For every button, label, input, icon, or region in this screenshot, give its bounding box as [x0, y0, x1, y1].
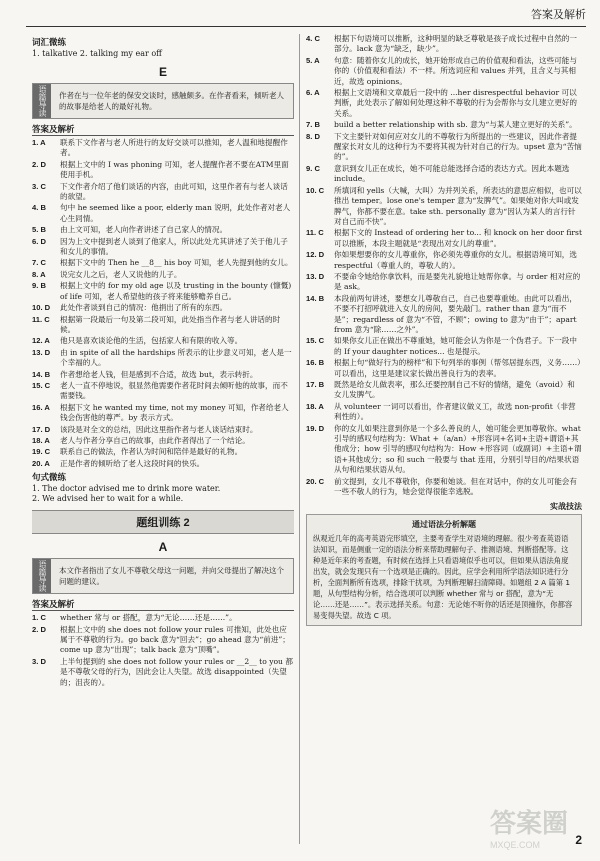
answer-item [306, 186, 582, 228]
answer-explanation: 根据上文中的 I was phoning 可知，老人提醒作者不要在ATM里面使用手机。 [60, 159, 289, 180]
answer-number: 2. D [32, 624, 46, 634]
answer-explanation: 正是作者的倾听给了老人这段时间的快乐。 [60, 458, 205, 468]
practice-text: 纵观近几年的高考英语完形填空，主要考查学生对语境的理解。很少考查英语语法知识，而是侧重一定的语法分析来帮助理解句子、推测语境、判断搭配等。这种是近年来的考查题，有时候在选择上只看语境似乎也可以，但如果从语法角度出发，就会发现只有一个选项是正确的。因此，应学会利用所学语法知识进行分析，全面判断所有选项，排除干扰项，为判断理解扫清障碍。如题组 2 A 篇第 1 题，从句型结构分析，结合选项可以判断 whether 常与 or 搭配，意为“无论……还是……”。表示选择关系。句意：无论她不听你的话还是顶撞你，你都容易变得失望。故选 C 项。 [313, 534, 573, 621]
answer-explanation: 你如果想要你的女儿尊重你，你必须先尊重你的女儿。根据语境可知，选 respectful（尊重人的，尊敬人的）。 [334, 250, 577, 270]
answer-item [306, 336, 582, 357]
section-letter: E [158, 65, 167, 79]
answer-item [306, 358, 582, 379]
answer-number: 12. A [32, 336, 50, 346]
answer-item [32, 425, 294, 435]
answer-number: 15. C [306, 336, 325, 346]
sentence-practice-title: 句式微练 [32, 472, 67, 483]
sentence-1: 1. The doctor advised me to drink more water. [32, 484, 221, 494]
group-training-title: 题组训练 2 [32, 510, 294, 534]
answer-number: 8. A [32, 269, 46, 279]
page-number: 2 [575, 833, 582, 847]
answer-number: 20. A [32, 458, 50, 468]
answer-item [32, 336, 294, 346]
answers-title-2: 答案及解析 [32, 598, 294, 611]
watermark-logo [490, 803, 580, 853]
answers-title: 答案及解析 [32, 123, 294, 136]
reading-guide-text: 作者在与一位年老的保安交谈时，感触颇多。在作者看来，倾听老人的故事是给老人的最好礼物。 [59, 91, 284, 111]
answer-explanation: 根据下文的 Instead of ordering her to... 和 knock on her door first 可以推断，本段主题就是“表现出对女儿的尊重”。 [334, 228, 583, 248]
answer-explanation: 根据下句语境可以推断，这种明显的缺乏尊敬是孩子成长过程中自然的一部分。lack 意为“缺乏，缺少”。 [334, 34, 577, 54]
answer-explanation: 本段前两句讲述，要想女儿尊敬自己，自己也要尊重她。由此可以看出，不要不打招呼就进入女儿的房间，要先敲门。rather than 意为“而不是”；regardless of 意为“不管，不顾”；owing to 意为“由于”；apart from 意为“除……之外”。 [334, 293, 577, 334]
answer-item [306, 402, 582, 423]
answer-number: 5. A [306, 55, 320, 65]
answer-item [32, 315, 294, 336]
answer-number: 7. C [32, 258, 46, 268]
answer-number: 19. D [306, 423, 325, 433]
answer-number: 11. C [306, 228, 324, 238]
answer-number: 2. D [32, 159, 46, 169]
answer-number: 15. C [32, 380, 51, 390]
answer-item [32, 370, 294, 380]
answer-explanation: 他只是喜欢谈论他的生活，包括家人和有限的收入等。 [60, 336, 243, 346]
answer-explanation: 由上文可知，老人向作者讲述了自己家人的情况。 [60, 225, 228, 235]
answer-explanation: whether 常与 or 搭配，意为“无论……还是……”。 [60, 613, 237, 623]
practice-label: 实战技法 [550, 502, 582, 512]
answer-explanation: 既然是给女儿做表率，那么还要控制自己不好的情绪，避免（avoid）和女儿发脾气。 [334, 380, 575, 400]
answer-number: 14. B [306, 293, 325, 303]
answer-number: 16. B [306, 358, 325, 368]
answer-number: 14. B [32, 369, 51, 379]
answer-number: 19. C [32, 447, 51, 457]
reading-guide-box-2 [32, 558, 294, 594]
answer-item [306, 132, 582, 163]
answer-explanation: 根据上文中的 for my old age 以及 trusting in the bounty (慷慨) of life 可知，老人希望他的孩子将来能够赡养自己。 [60, 281, 292, 301]
answer-item [32, 447, 294, 457]
answer-item [32, 258, 294, 268]
answer-explanation: 所填词和 yells（大喊，大叫）为并列关系，所表达的意思应相似，也可以推出 temper。lose one's temper 意为“发脾气”。如果她对你大叫或发脾气，你都不要在意。take sth. personally 意为“因认为某人的言行针对自己而不快”。 [334, 185, 582, 226]
answer-explanation: 你的女儿如果注意到你是一个多么善良的人，她可能会更加尊敬你。what 引导的感叹句结构为：What +（a/an）+形容词+名词+主语+谓语+其他成分；how 引导的感叹句结构为：How +形容词（或副词）+主语+谓语+其他成分；so 和 such 一般要与 that 连用，分别引导目的/结果状语从句和结果状语从句。 [334, 423, 582, 475]
answer-item [32, 403, 294, 424]
answer-item [32, 613, 294, 623]
answer-explanation: 前文提到，女儿不尊敬你，你要和她谈。但在对话中，你的女儿可能会有一些不敬人的行为，她会觉得很能幸逃脱。 [334, 476, 577, 497]
answer-item [306, 120, 582, 130]
answer-explanation: 下文主要针对如何应对女儿的不尊敬行为所提出的一些建议，因此作者提醒家长对女儿的这种行为不要将其视为针对自己的行为。upset 意为“苦恼的”。 [334, 131, 582, 162]
answer-number: 17. D [32, 424, 51, 434]
answer-number: 5. B [32, 225, 46, 235]
answer-item [32, 348, 294, 369]
answer-number: 13. D [306, 271, 325, 281]
practice-title: 通过语法分析解题 [412, 520, 476, 530]
answer-item [32, 625, 294, 656]
answer-item [306, 294, 582, 336]
answer-explanation: 该段是对全文的总结，因此这里指作者与老人谈话结束时。 [60, 424, 258, 434]
answer-item [306, 272, 582, 293]
page-header: 答案及解析 [531, 9, 586, 21]
answer-explanation: 如果你女儿正在做出不尊重她，她可能会认为你是一个伪君子。下一段中的 If your daughter notices... 也是提示。 [334, 336, 577, 356]
answer-explanation: build a better relationship with sb. 意为“与某人建立更好的关系”。 [334, 120, 577, 130]
answer-number: 11. C [32, 314, 50, 324]
answer-item [32, 270, 294, 280]
answer-number: 16. A [32, 402, 50, 412]
reading-guide-tag-2: 语篇导读 [33, 559, 51, 593]
answer-item [32, 459, 294, 469]
answer-explanation: 老人一直不停地说，很显然他需要作者花时间去倾听他的故事，而不需要钱。 [60, 380, 288, 401]
answer-explanation: 联系自己的做法，作者认为时间和陪伴是最好的礼物。 [60, 447, 243, 457]
answer-explanation: 句意：随着你女儿的成长，她开始形成自己的价值观和看法，这些可能与你的（价值观和看法）不一样。所选词应和 values 并列，且含义与其相近，故选 opinions。 [334, 55, 577, 86]
answer-item [32, 138, 294, 159]
answer-explanation: 不要命令她给你拿饮料，而是要先礼貌地让她帮你拿。与 order 相对应的是 ask。 [334, 271, 581, 292]
answer-number: 8. D [306, 131, 320, 141]
answer-item [306, 250, 582, 271]
answer-number: 10. C [306, 185, 325, 195]
answer-explanation: 根据下文 he wanted my time, not my money 可知，作者给老人钱会伤害他的尊严。by 表示方式。 [60, 402, 289, 423]
answer-number: 20. C [306, 476, 325, 486]
answer-explanation: 联系下文作者与老人所进行的友好交谈可以推知，老人温和地提醒作者。 [60, 138, 288, 158]
answer-item [306, 477, 582, 498]
answer-item [32, 160, 294, 181]
answer-number: 4. C [306, 34, 320, 43]
answer-number: 18. A [32, 435, 50, 445]
answer-number: 1. A [32, 138, 46, 147]
answer-number: 3. D [32, 656, 46, 666]
answer-number: 7. B [306, 120, 320, 130]
reading-guide-tag: 语篇导读 [33, 84, 51, 118]
answer-item [306, 228, 582, 249]
answer-item [306, 164, 582, 185]
answer-item [32, 281, 294, 302]
reading-guide-text-2: 本文作者指出了女儿不尊敬父母这一问题，并向父母提出了解决这个问题的建议。 [59, 566, 284, 587]
vocab-title: 词汇微练 [32, 37, 67, 47]
left-column [32, 34, 294, 689]
answer-explanation: 由 in spite of all the hardships 所表示的让步意义可知，老人是一个幸福的人。 [60, 347, 292, 368]
answer-item [32, 381, 294, 402]
answer-item [306, 88, 582, 119]
practice-box [306, 514, 582, 626]
answer-number: 4. B [32, 203, 46, 213]
answer-explanation: 意识到女儿正在成长，她不可能总能选择合适的表达方式。因此本题选 include。 [334, 163, 570, 184]
answer-explanation: 上半句提到的 she does not follow your rules or __2__ to you 都是不尊敬父母的行为，因此会让人失望。故选 disappointed（失望的；沮丧的）。 [60, 656, 293, 687]
watermark-line1: 答案圈 [490, 809, 569, 839]
answer-explanation: 根据上文中的 she does not follow your rules 可推知，此处也应属于不尊敬的行为。go back 意为“回去”；go ahead 意为“前进”；come up 意为“出现”；talk back 意为“顶嘴”。 [60, 624, 290, 655]
answer-list [32, 138, 294, 469]
answer-explanation: 根据第一段最后一句及第二段可知，此处指当作者与老人讲话的时候。 [60, 314, 281, 334]
answer-number: 9. C [306, 163, 320, 173]
right-column [306, 34, 582, 626]
answer-number: 18. A [306, 401, 324, 411]
reading-guide-box [32, 83, 294, 119]
answer-number: 17. B [306, 380, 325, 389]
answer-explanation: 从 volunteer 一词可以看出，作者建议做义工，故选 non-profit（非营利性的）。 [334, 401, 576, 422]
answer-number: 9. B [32, 281, 46, 291]
answer-item [306, 424, 582, 476]
answer-number: 1. C [32, 613, 46, 623]
sentence-2: 2. We advised her to wait for a while. [32, 494, 184, 504]
answer-item [32, 203, 294, 224]
answer-number: 6. D [32, 236, 46, 246]
answer-item [32, 303, 294, 313]
answer-explanation: 说完女儿之后，老人又说他的儿子。 [60, 269, 182, 279]
watermark-line2: MXQE.COM [490, 840, 541, 850]
answer-number: 13. D [32, 347, 51, 357]
answer-item [306, 56, 582, 87]
answer-item [306, 34, 582, 55]
column-divider [299, 34, 300, 844]
answer-explanation: 作者想给老人钱，但是感到不合适，故选 but，表示转折。 [60, 369, 258, 379]
answer-explanation: 根据下文中的 Then he __8__ his boy 可知，老人先提到他的女儿。 [60, 258, 293, 268]
answer-item [32, 436, 294, 446]
answer-item [32, 225, 294, 235]
answer-item [32, 237, 294, 258]
answer-item [32, 182, 294, 203]
answer-number: 12. D [306, 250, 325, 260]
vocab-answers: 1. talkative 2. talking my ear off [32, 49, 162, 58]
answer-explanation: 下文作者介绍了他们谈话的内容，由此可知，这里作者有与老人谈话的欲望。 [60, 181, 288, 202]
answer-number: 6. A [306, 88, 320, 98]
answer-explanation: 老人与作者分享自己的故事，由此作者得出了一个结论。 [60, 435, 250, 445]
header-rule [26, 26, 586, 27]
answer-list-right [306, 34, 582, 497]
answer-item [32, 657, 294, 688]
answer-item [306, 380, 582, 401]
answer-explanation: 因为上文中提到老人谈到了他家人，所以此处尤其讲述了关于他儿子和女儿的事情。 [60, 236, 288, 257]
answer-explanation: 根据上句“做好行为的榜样”和下句列举的事例（帮邻居提东西，义务……）可以看出，这里是建议家长做出善良行为的表率。 [334, 358, 581, 378]
answer-explanation: 根据上文语境和文章最后一段中的 ...her disrespectful behavior 可以判断，此处表示了解如何处理这种不尊敬的行为会帮你与女儿建立更好的关系。 [334, 88, 577, 118]
answer-list-2 [32, 613, 294, 688]
answer-number: 10. D [32, 303, 51, 313]
answer-explanation: 此处作者谈到自己的情况：他捐出了所有的东西。 [60, 303, 228, 313]
answer-explanation: 句中 he seemed like a poor, elderly man 说明，此处作者对老人心生同情。 [60, 203, 291, 223]
group-section-letter: A [158, 540, 168, 555]
answer-number: 3. C [32, 181, 46, 191]
